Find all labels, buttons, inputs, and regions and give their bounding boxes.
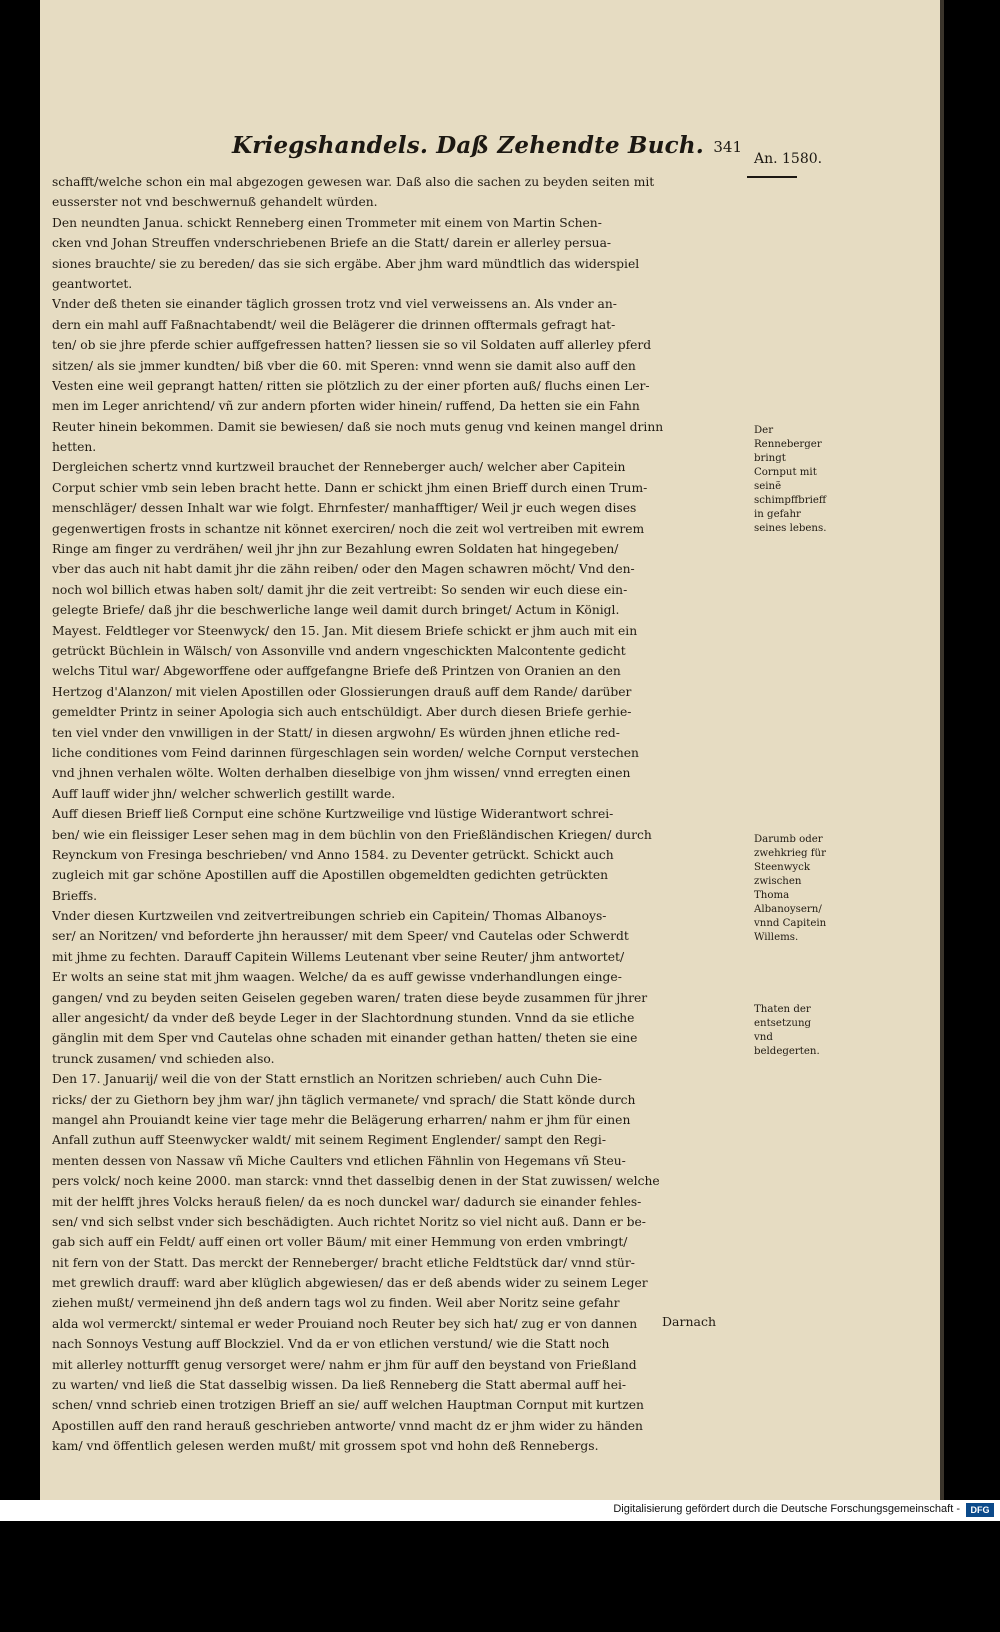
text-line: ben/ wie ein fleissiger Leser sehen mag in dem büchlin von den Frießländischen Kriegen/ durch <box>52 827 652 842</box>
text-line: gänglin mit dem Sper vnd Cautelas ohne schaden mit einander gethan hatten/ theten sie eine <box>52 1031 638 1046</box>
text-line: gab sich auff ein Feldt/ auff einen ort voller Bäum/ mit einer Hemmung von erden vmbringt/ <box>52 1235 628 1250</box>
text-line: hetten. <box>52 440 97 455</box>
margin-rule <box>747 176 797 178</box>
text-line: eusserster not vnd beschwernuß gehandelt würden. <box>52 195 378 210</box>
catchword: Darnach <box>662 1314 717 1329</box>
text-line: pers volck/ noch keine 2000. man starck: vnnd thet dasselbig denen in der Stat zuwissen/ welche <box>52 1174 660 1189</box>
text-line: schen/ vnnd schrieb einen trotzigen Brieff an sie/ auff welchen Hauptman Cornput mit kurtzen <box>52 1398 644 1413</box>
text-line: mangel ahn Prouiandt keine vier tage mehr die Belägerung erharren/ nahm er jhm für einen <box>52 1112 631 1127</box>
text-line: ricks/ der zu Giethorn bey jhm war/ jhn täglich vermanete/ vnd sprach/ die Statt könde durch <box>52 1092 636 1107</box>
margin-note: Der Renneberger bringt Cornput mit seinẽ schimpffbrieff in gefahr seines lebens. <box>754 425 827 534</box>
text-line: cken vnd Johan Streuffen vnderschriebenen Briefe an die Statt/ darein er allerley persua- <box>52 236 612 251</box>
text-line: Vnder diesen Kurtzweilen vnd zeitvertreibungen schrieb ein Capitein/ Thomas Albanoys- <box>52 909 607 924</box>
text-line: welchs Titul war/ Abgeworffene oder auffgefangne Briefe deß Printzen von Oranien an den <box>52 664 621 679</box>
text-line: ten viel vnder den vnwilligen in der Statt/ in diesen argwohn/ Es würden jhnen etliche red- <box>52 725 620 740</box>
text-line: Anfall zuthun auff Steenwycker waldt/ mit seinem Regiment Englender/ sampt den Regi- <box>52 1133 606 1148</box>
text-line: geantwortet. <box>52 276 133 291</box>
page-edge <box>940 0 944 1500</box>
text-line: trunck zusamen/ vnd schieden also. <box>52 1051 275 1066</box>
text-line: Ringe am finger zu verdrähen/ weil jhr jhn zur Bezahlung ewren Soldaten hat hingegeben/ <box>52 542 619 557</box>
year-note: An. 1580. <box>754 151 823 167</box>
text-line: kam/ vnd öffentlich gelesen werden mußt/ mit grossem spot vnd hohn deß Rennebergs. <box>52 1439 599 1454</box>
text-line: alda wol vermerckt/ sintemal er weder Prouiand noch Reuter bey sich hat/ zug er von dannen <box>52 1316 638 1331</box>
text-line: vber das auch nit habt damit jhr die zähn reiben/ oder den Magen schawren möcht/ Vnd den- <box>52 562 635 577</box>
text-line: ten/ ob sie jhre pferde schier auffgefressen hatten? liessen sie so vil Soldaten auff allerley pferd <box>52 338 652 353</box>
text-line: sitzen/ als sie jmmer kundten/ biß vber die 60. mit Speren: vnnd wenn sie damit also auff den <box>52 358 636 373</box>
text-line: gelegte Briefe/ daß jhr die beschwerliche lange weil damit durch bringet/ Actum in Königl. <box>52 603 620 618</box>
margin-note: Thaten der entsetzung vnd beldegerten. <box>754 1004 820 1057</box>
text-line: ziehen mußt/ vermeinend jhn deß andern tags wol zu finden. Weil aber Noritz seine gefahr <box>52 1296 620 1311</box>
text-line: Reuter hinein bekommen. Damit sie bewiesen/ daß sie noch muts genug vnd keinen mangel drinn <box>52 419 664 434</box>
text-line: zu warten/ vnd ließ die Stat dasselbig wissen. Da ließ Renneberg die Statt abermal auff hei- <box>52 1378 627 1393</box>
text-line: nit fern von der Statt. Das merckt der Renneberger/ bracht etliche Feldtstück dar/ vnnd stür- <box>52 1255 635 1270</box>
margin-note: Darumb oder zwehkrieg für Steenwyck zwischen Thoma Albanoysern/ vnnd Capitein Willems. <box>754 834 827 943</box>
body-text <box>52 172 741 1632</box>
text-line: Dergleichen schertz vnnd kurtzweil brauchet der Renneberger auch/ welcher aber Capitein <box>52 460 626 475</box>
text-line: liche conditiones vom Feind darinnen fürgeschlagen sein worden/ welche Cornput verstechen <box>52 745 639 760</box>
text-line: aller angesicht/ da vnder deß beyde Leger in der Slachtordnung stunden. Vnnd da sie etliche <box>52 1011 635 1026</box>
text-line: Brieffs. <box>52 888 98 903</box>
text-line: dern ein mahl auff Faßnachtabendt/ weil die Belägerer die drinnen offtermals gefragt hat- <box>52 317 616 332</box>
text-line: Den neundten Janua. schickt Renneberg einen Trommeter mit einem von Martin Schen- <box>52 215 602 230</box>
text-line: mit allerley notturfft genug versorget were/ nahm er jhm für auff den beystand von Frießland <box>52 1357 637 1372</box>
text-line: getrückt Büchlein in Wälsch/ von Assonville vnd andern vngeschickten Malcontente gedicht <box>52 643 626 658</box>
text-line: sen/ vnd sich selbst vnder sich beschädigten. Auch richtet Noritz so viel nicht auß. Dann er be- <box>52 1214 646 1229</box>
text-line: ser/ an Noritzen/ vnd beforderte jhn herausser/ mit dem Speer/ vnd Cautelas oder Schwerdt <box>52 929 629 944</box>
text-line: zugleich mit gar schöne Apostillen auff die Apostillen obgemeldten gedichten getrückten <box>52 868 609 883</box>
page-header <box>232 130 742 166</box>
running-title: Kriegshandels. Daß Zehendte Buch. <box>232 132 704 159</box>
text-line: mit jhme zu fechten. Darauff Capitein Willems Leutenant vber seine Reuter/ jhm antwortet/ <box>52 949 625 964</box>
text-line: menten dessen von Nassaw vñ Miche Caulters vnd etlichen Fähnlin von Hegemans vñ Steu- <box>52 1153 626 1168</box>
folio-number: 341 <box>713 138 742 156</box>
text-line: Vesten eine weil geprangt hatten/ ritten sie plötzlich zu der einer pforten auß/ fluchs einen Ler- <box>52 378 650 393</box>
text-line: Auff diesen Brieff ließ Cornput eine schöne Kurtzweilige vnd lüstige Widerantwort schrei- <box>52 807 614 822</box>
text-line: met grewlich drauff: ward aber klüglich abgewiesen/ das er deß abends wider zu seinem Leger <box>52 1276 648 1291</box>
text-line: Hertzog d'Alanzon/ mit vielen Apostillen oder Glossierungen drauß auff dem Rande/ darüber <box>52 684 632 699</box>
text-line: Corput schier vmb sein leben bracht hette. Dann er schickt jhm einen Brieff durch einen Trum- <box>52 480 648 495</box>
footer-bar <box>0 1500 1000 1521</box>
text-line: siones brauchte/ sie zu bereden/ das sie sich ergäbe. Aber jhm ward mündtlich das widerspiel <box>52 256 640 271</box>
footer-credit: Digitalisierung gefördert durch die Deutsche Forschungsgemeinschaft - <box>613 1503 960 1515</box>
text-line: gangen/ vnd zu beyden seiten Geiselen gegeben waren/ traten diese beyde zusammen für jhrer <box>52 990 648 1005</box>
text-line: Reynckum von Fresinga beschrieben/ vnd Anno 1584. zu Deventer getrückt. Schickt auch <box>52 847 614 862</box>
text-line: men im Leger anrichtend/ vñ zur andern pforten wider hinein/ ruffend, Da hetten sie ein Fahn <box>52 399 640 414</box>
text-line: mit der helfft jhres Volcks herauß fielen/ da es noch dunckel war/ dadurch sie einander fehles- <box>52 1194 642 1209</box>
text-line: vnd jhnen verhalen wölte. Wolten derhalben dieselbige von jhm wissen/ vnnd erregten einen <box>52 766 631 781</box>
text-line: gegenwertigen frosts in schantze nit könnet exerciren/ noch die zeit wol vertreiben mit ewrem <box>52 521 645 536</box>
text-line: Er wolts an seine stat mit jhm waagen. Welche/ da es auff gewisse vnderhandlungen einge- <box>52 970 622 985</box>
text-line: schafft/welche schon ein mal abgezogen gewesen war. Daß also die sachen zu beyden seiten mit <box>52 175 655 189</box>
dfg-logo-icon: DFG <box>966 1503 994 1517</box>
text-line: noch wol billich etwas haben solt/ damit jhr die zeit vertreibt: So senden wir euch diese ein- <box>52 582 628 597</box>
text-line: Vnder deß theten sie einander täglich grossen trotz vnd viel verweissens an. Als vnder an- <box>52 297 617 312</box>
text-line: gemeldter Printz in seiner Apologia sich auch entschüldigt. Aber durch diesen Briefe gerhie- <box>52 705 632 720</box>
text-line: Auff lauff wider jhn/ welcher schwerlich gestillt warde. <box>52 786 396 801</box>
text-line: Apostillen auff den rand herauß geschrieben antworte/ vnnd macht dz er jhm wider zu händen <box>52 1418 643 1433</box>
text-line: Mayest. Feldtleger vor Steenwyck/ den 15. Jan. Mit diesem Briefe schickt er jhm auch mit ein <box>52 623 638 638</box>
text-line: Den 17. Januarij/ weil die von der Statt ernstlich an Noritzen schrieben/ auch Cuhn Die- <box>52 1072 602 1087</box>
text-line: menschläger/ dessen Inhalt war wie folgt. Ehrnfester/ manhafftiger/ Weil jr euch wegen dises <box>52 501 637 516</box>
text-line: nach Sonnoys Vestung auff Blockziel. Vnd da er von etlichen verstund/ wie die Statt noch <box>52 1337 610 1352</box>
